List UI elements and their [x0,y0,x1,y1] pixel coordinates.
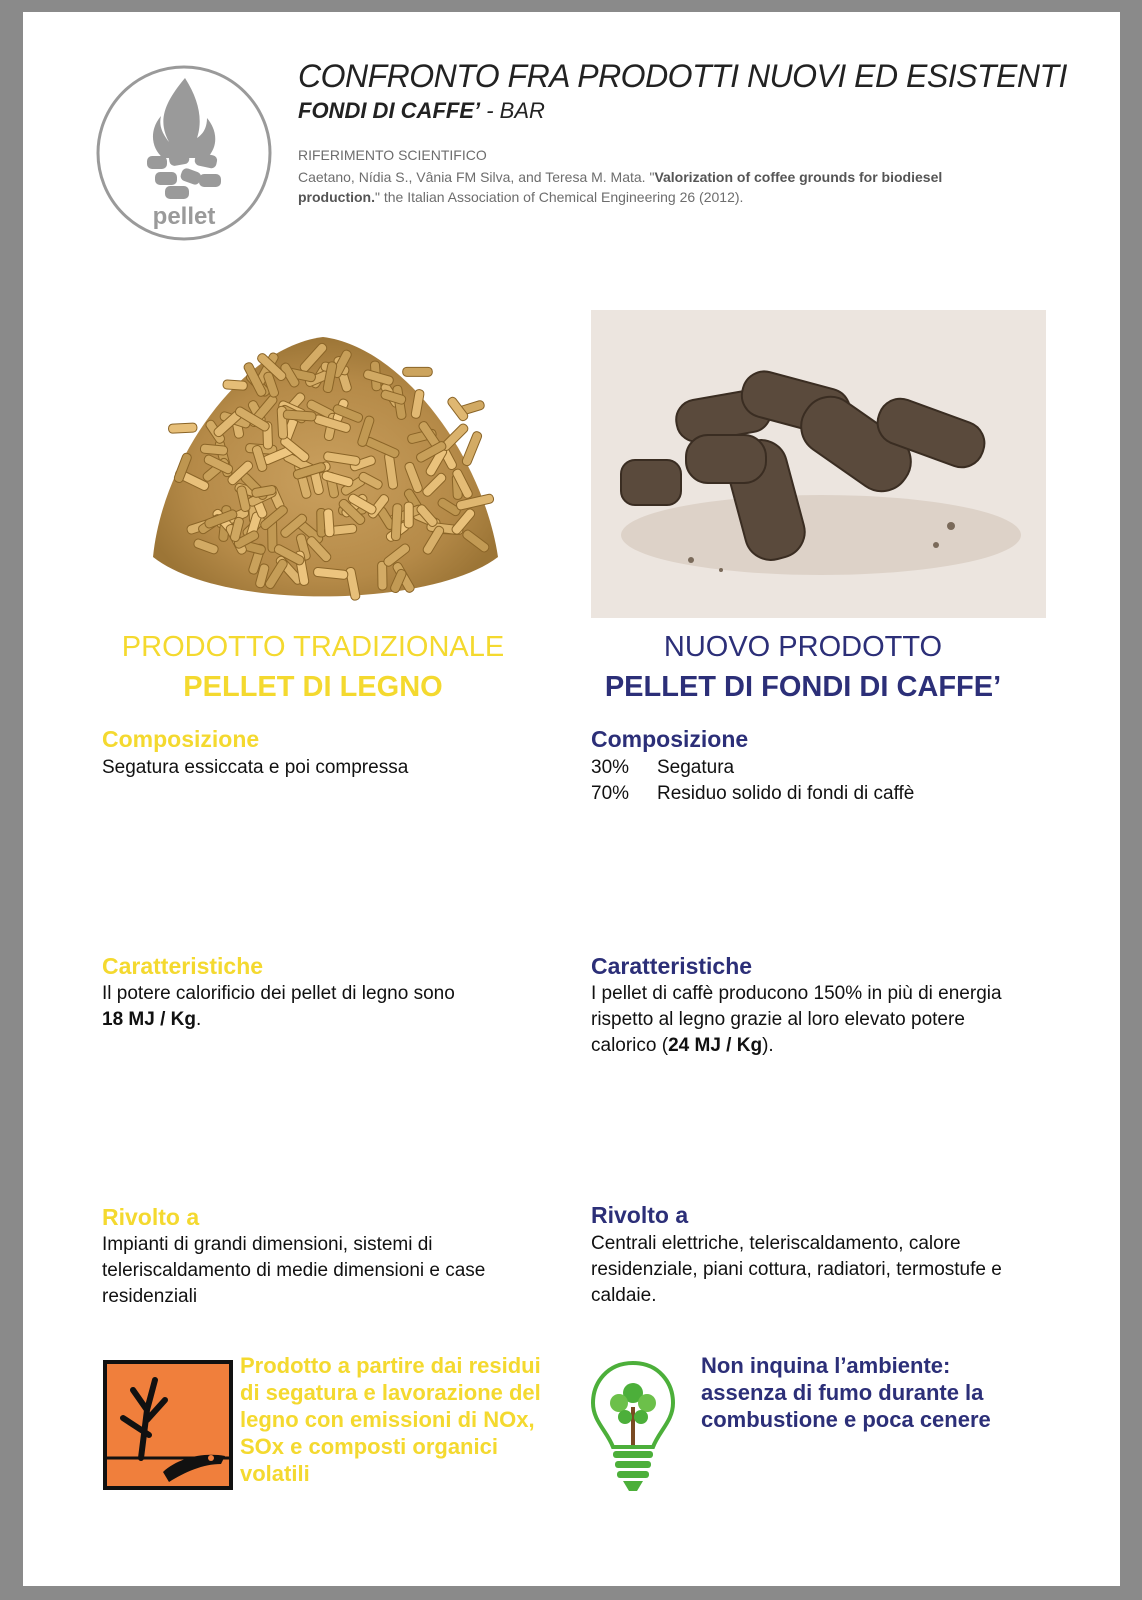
right-title-line2: PELLET DI FONDI DI CAFFE’ [604,671,1002,703]
right-features-text [591,981,1021,1059]
coffee-pellets-photo [591,310,1046,618]
reference-title: Valorization of coffee grounds for biodiesel production. [298,169,943,205]
left-composition-text: Segatura essiccata e poi compressa [102,757,409,778]
document-page [23,12,1120,1586]
wood-pellets-photo [133,307,513,632]
right-footer-text: Non inquina l’ambiente: assenza di fumo durante la combustione e poca cenere [701,1353,991,1432]
composition-label: Segatura [657,757,735,778]
left-title-line2: PELLET DI LEGNO [183,671,443,703]
logo-label: pellet [152,203,216,230]
composition-label: Residuo solido di fondi di caffè [657,783,915,804]
right-composition-list [591,755,1031,807]
composition-pct: 70% [591,783,630,804]
right-features-value: 24 MJ / Kg [668,1035,763,1056]
flame-pellet-logo-icon [95,64,273,242]
left-composition-heading: Composizione [102,726,260,752]
page-subtitle [298,98,545,124]
reference-heading: RIFERIMENTO SCIENTIFICO [298,147,487,163]
right-column-title [583,627,1023,707]
subtitle-rest: - BAR [480,98,545,123]
right-composition-heading: Composizione [591,726,749,752]
left-features-sentence: Il potere calorificio dei pellet di legno sono [102,983,455,1004]
composition-row [591,755,1031,781]
left-target-text: Impianti di grandi dimensioni, sistemi di teleriscaldamento di medie dimensioni e case residenziali [102,1234,486,1307]
left-features-end: . [195,1009,202,1030]
right-features-heading: Caratteristiche [591,953,753,979]
right-features-sentence: I pellet di caffè producono 150% in più di energia rispetto al legno grazie al loro elevato potere calorico ( [591,983,1002,1056]
left-title-line1: PRODOTTO TRADIZIONALE [121,631,505,663]
eco-lightbulb-icon [583,1357,683,1497]
composition-pct: 30% [591,757,630,778]
left-footer-text: Prodotto a partire dai residui di segatura e lavorazione del legno con emissioni di NOx, SOx e composti organici volatili [240,1353,541,1486]
reference-citation [298,167,978,207]
right-title-line1: NUOVO PRODOTTO [663,631,943,663]
reference-authors: Caetano, Nídia S., Vânia FM Silva, and Teresa M. Mata. " [298,169,655,185]
reference-source: " the Italian Association of Chemical Engineering 26 (2012). [375,189,744,205]
environment-hazard-icon [103,1360,233,1490]
page-title: CONFRONTO FRA PRODOTTI NUOVI ED ESISTENTI [298,58,1067,94]
left-features-heading: Caratteristiche [102,953,264,979]
left-column-title [93,627,533,707]
right-target-heading: Rivolto a [591,1202,689,1228]
subtitle-bold: FONDI DI CAFFE’ [298,98,481,123]
right-features-end: ). [762,1035,774,1056]
left-features-value: 18 MJ / Kg [102,1009,196,1030]
right-target-text: Centrali elettriche, teleriscaldamento, calore residenziale, piani cottura, radiatori, termostufe e caldaie. [591,1233,1002,1306]
composition-row [591,781,1031,807]
left-features-text [102,981,502,1033]
left-target-heading: Rivolto a [102,1204,200,1230]
